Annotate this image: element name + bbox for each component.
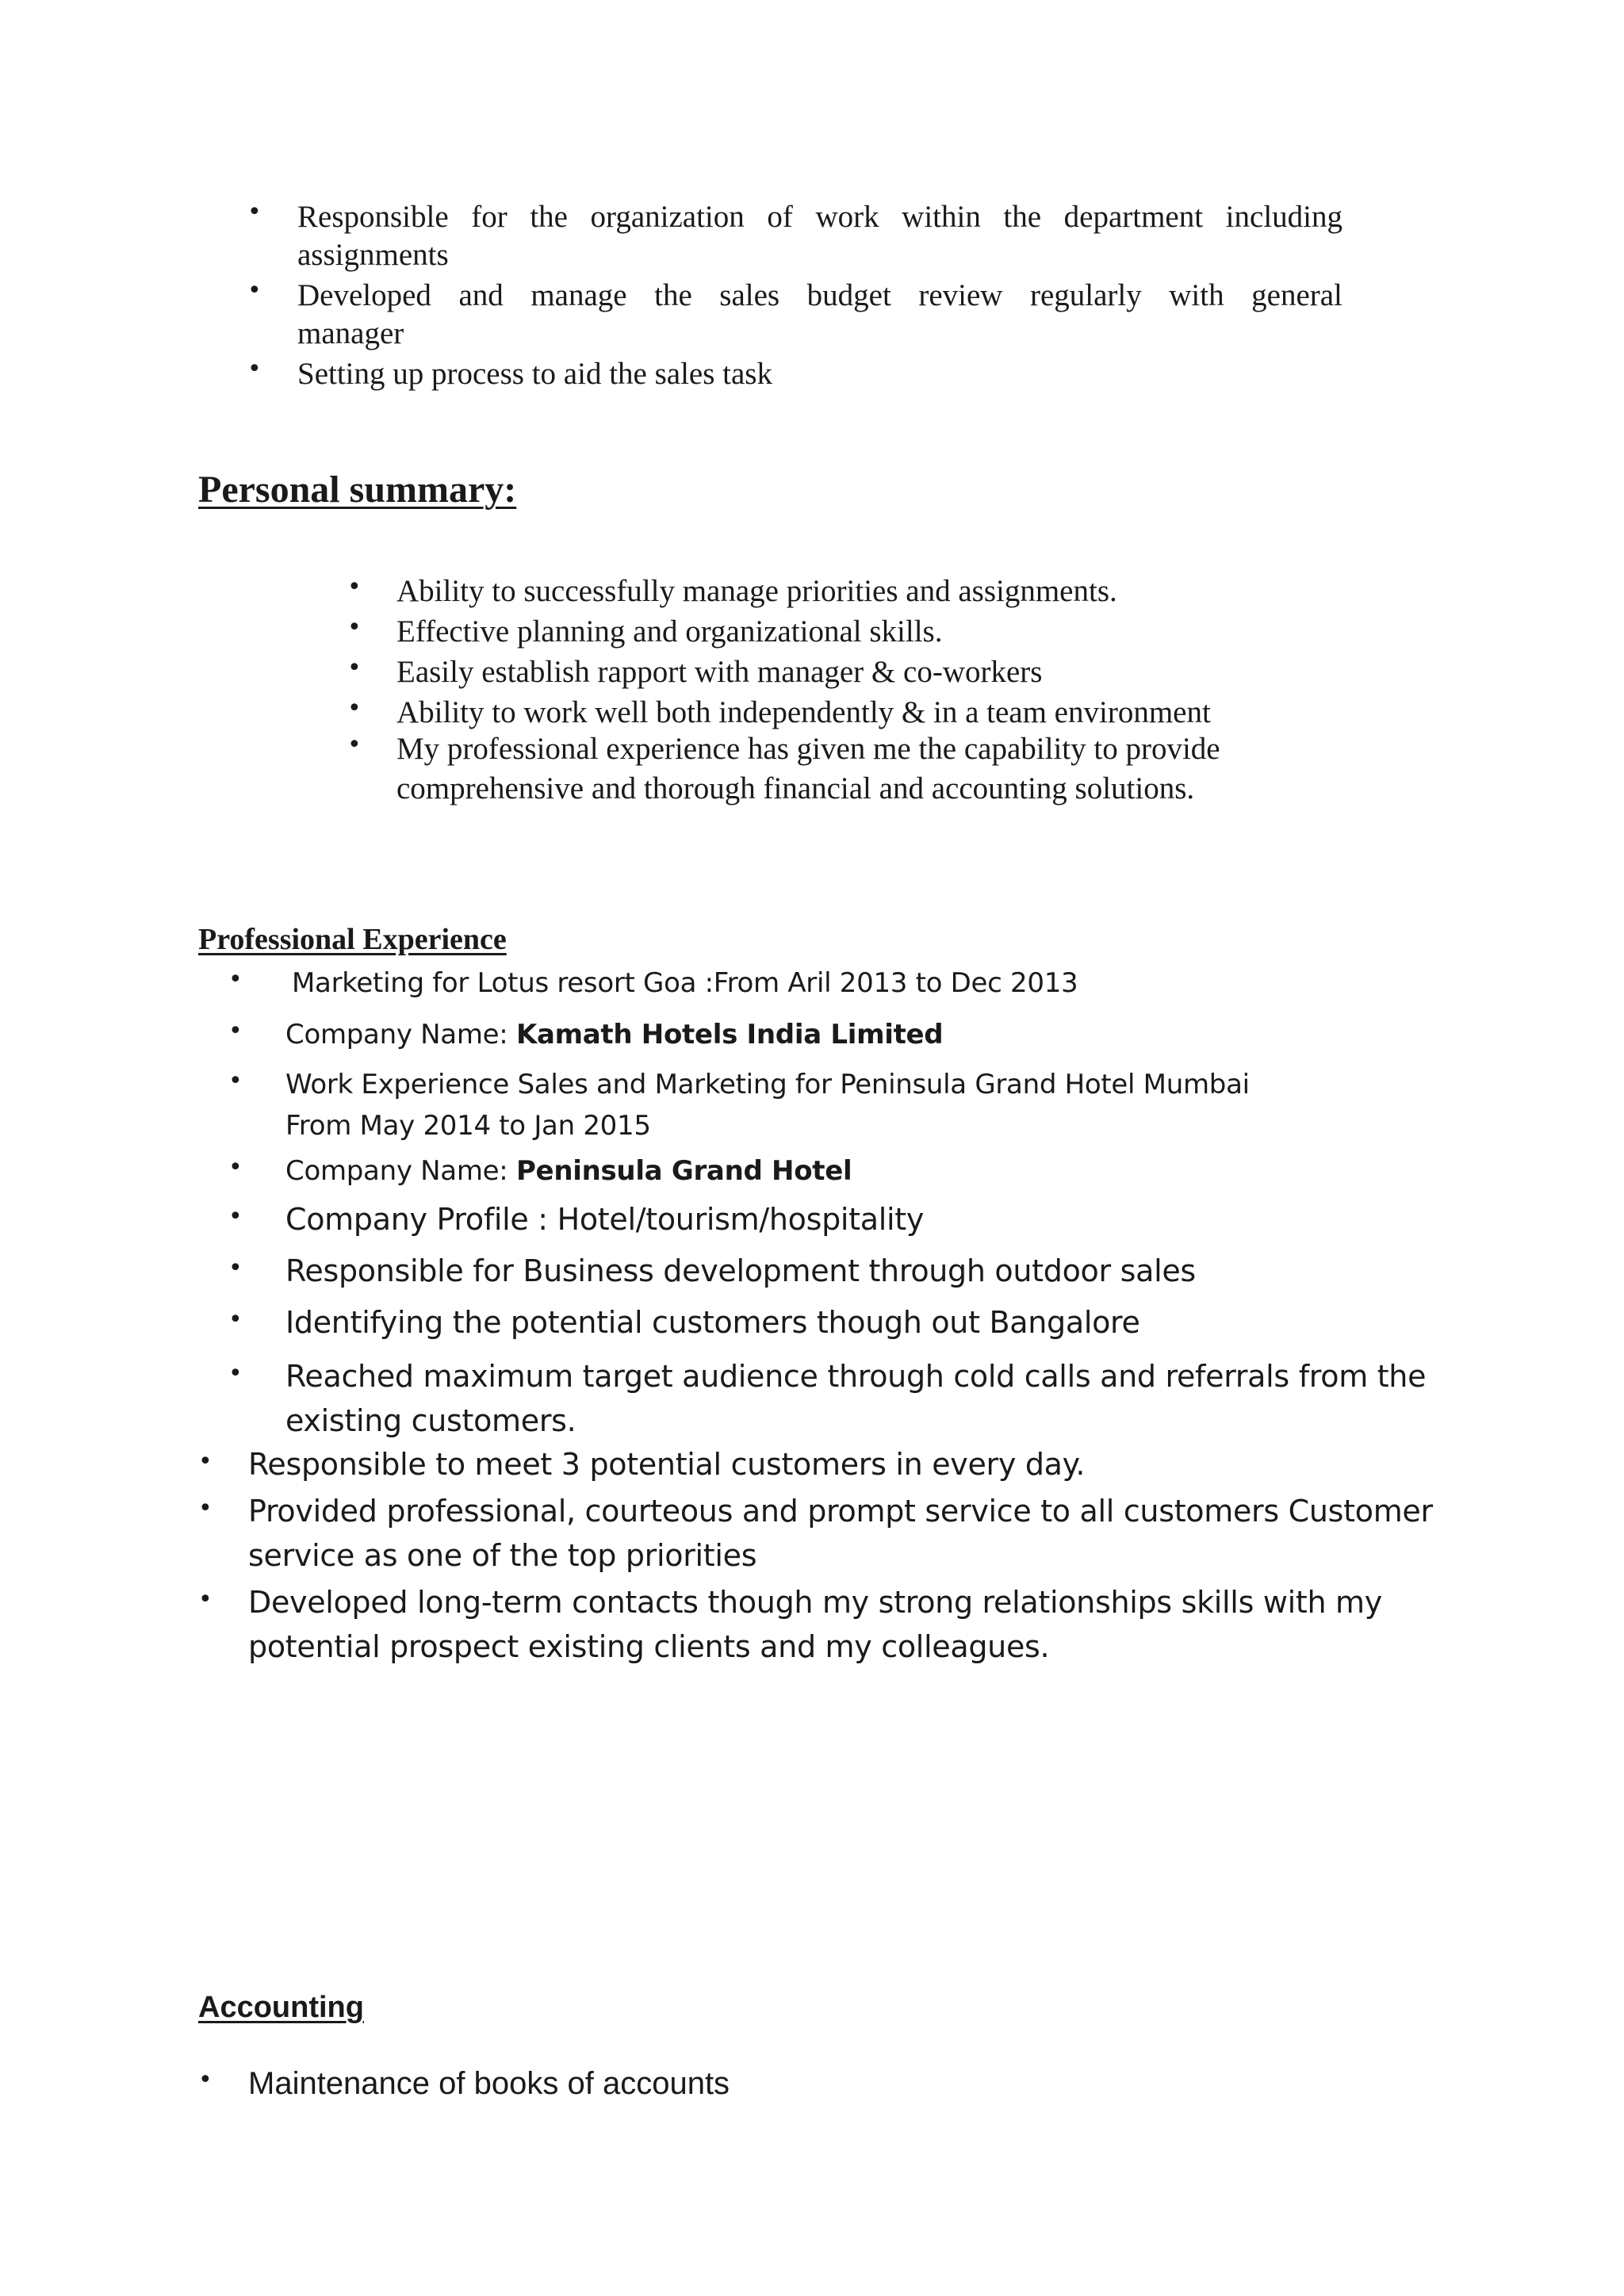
experience-item-cont: potential prospect existing clients and my colleagues. [248,1629,1050,1664]
company-name: Peninsula Grand Hotel [515,1155,852,1187]
experience-item: Company Profile : Hotel/tourism/hospitality [285,1202,925,1237]
company-label: Company Name: [285,1155,516,1187]
top-bullet-3 [297,355,1342,393]
word: within [902,200,981,234]
word: manage [530,278,627,312]
bullet-dot: • [198,1586,213,1613]
personal-summary-item: My professional experience has given me the capability to provide [396,732,1220,766]
word: organization [590,200,745,234]
personal-summary-item: Ability to work well both independently & in a team environment [396,695,1211,729]
top-bullet-2-line1 [297,277,1342,315]
bullet-dot: • [228,1306,243,1334]
experience-item [285,1155,852,1187]
company-name: Kamath Hotels India Limited [515,1019,944,1050]
word: for [471,200,508,234]
professional-experience-heading: Professional Experience [198,923,507,956]
company-label: Company Name: [285,1019,516,1050]
bullet-dot: • [247,355,262,383]
word: budget [806,278,891,312]
experience-item-cont: From May 2014 to Jan 2015 [285,1110,651,1142]
personal-summary-item-cont: comprehensive and thorough financial and accounting solutions. [396,771,1195,806]
top-bullet-1-line2: assignments [297,238,449,272]
bullet-dot: • [347,654,362,682]
experience-item: Identifying the potential customers though out Bangalore [285,1305,1140,1340]
bullet-dot: • [228,966,243,993]
bullet-dot: • [198,1494,213,1522]
top-bullet-1-line1 [297,198,1342,236]
experience-item: Responsible for Business development through outdoor sales [285,1253,1196,1288]
experience-item: Marketing for Lotus resort Goa :From Aril 2013 to Dec 2013 [292,967,1078,999]
bullet-dot: • [347,731,362,759]
bullet-dot: • [347,573,362,601]
word: including [1225,200,1342,234]
bullet-dot: • [228,1017,243,1045]
experience-item-cont: service as one of the top priorities [248,1538,757,1573]
accounting-heading: Accounting [198,1991,364,2024]
bullet-dot: • [347,614,362,641]
bullet-dot: • [198,2066,213,2094]
bullet-dot: • [198,1448,213,1475]
word: of [767,200,793,234]
bullet-dot: • [228,1360,243,1387]
experience-item [285,1019,943,1050]
word: the [530,200,568,234]
top-bullet-3-line1: Setting up process to aid the sales task [297,357,772,391]
word: and [458,278,504,312]
word: Developed [297,278,431,312]
experience-item: Reached maximum target audience through cold calls and referrals from the [285,1359,1427,1394]
personal-summary-item: Easily establish rapport with manager & co-workers [396,655,1043,689]
word: sales [719,278,780,312]
top-bullet-1 [297,198,1342,274]
experience-item: Responsible to meet 3 potential customers in every day. [248,1447,1086,1482]
word: with [1169,278,1224,312]
bullet-dot: • [347,695,362,722]
word: the [654,278,692,312]
word: work [815,200,879,234]
bullet-dot: • [228,1067,243,1095]
word: department [1063,200,1204,234]
word: general [1251,278,1342,312]
word: Responsible [297,200,449,234]
experience-item-cont: existing customers. [285,1403,576,1438]
word: the [1003,200,1042,234]
word: review [918,278,1003,312]
bullet-dot: • [228,1254,243,1282]
experience-item: Provided professional, courteous and prompt service to all customers Customer [248,1494,1433,1529]
personal-summary-item: Ability to successfully manage priorities and assignments. [396,574,1117,608]
bullet-dot: • [228,1203,243,1230]
bullet-dot: • [228,1154,243,1181]
top-bullet-2 [297,277,1342,353]
personal-summary-heading: Personal summary: [198,469,517,511]
bullet-dot: • [247,277,262,304]
word: regularly [1029,278,1142,312]
bullet-dot: • [247,198,262,226]
accounting-item: Maintenance of books of accounts [248,2066,730,2101]
top-bullet-2-line2: manager [297,316,404,350]
experience-item: Work Experience Sales and Marketing for Peninsula Grand Hotel Mumbai [285,1069,1250,1100]
experience-item: Developed long-term contacts though my strong relationships skills with my [248,1585,1382,1620]
personal-summary-item: Effective planning and organizational skills. [396,614,943,649]
